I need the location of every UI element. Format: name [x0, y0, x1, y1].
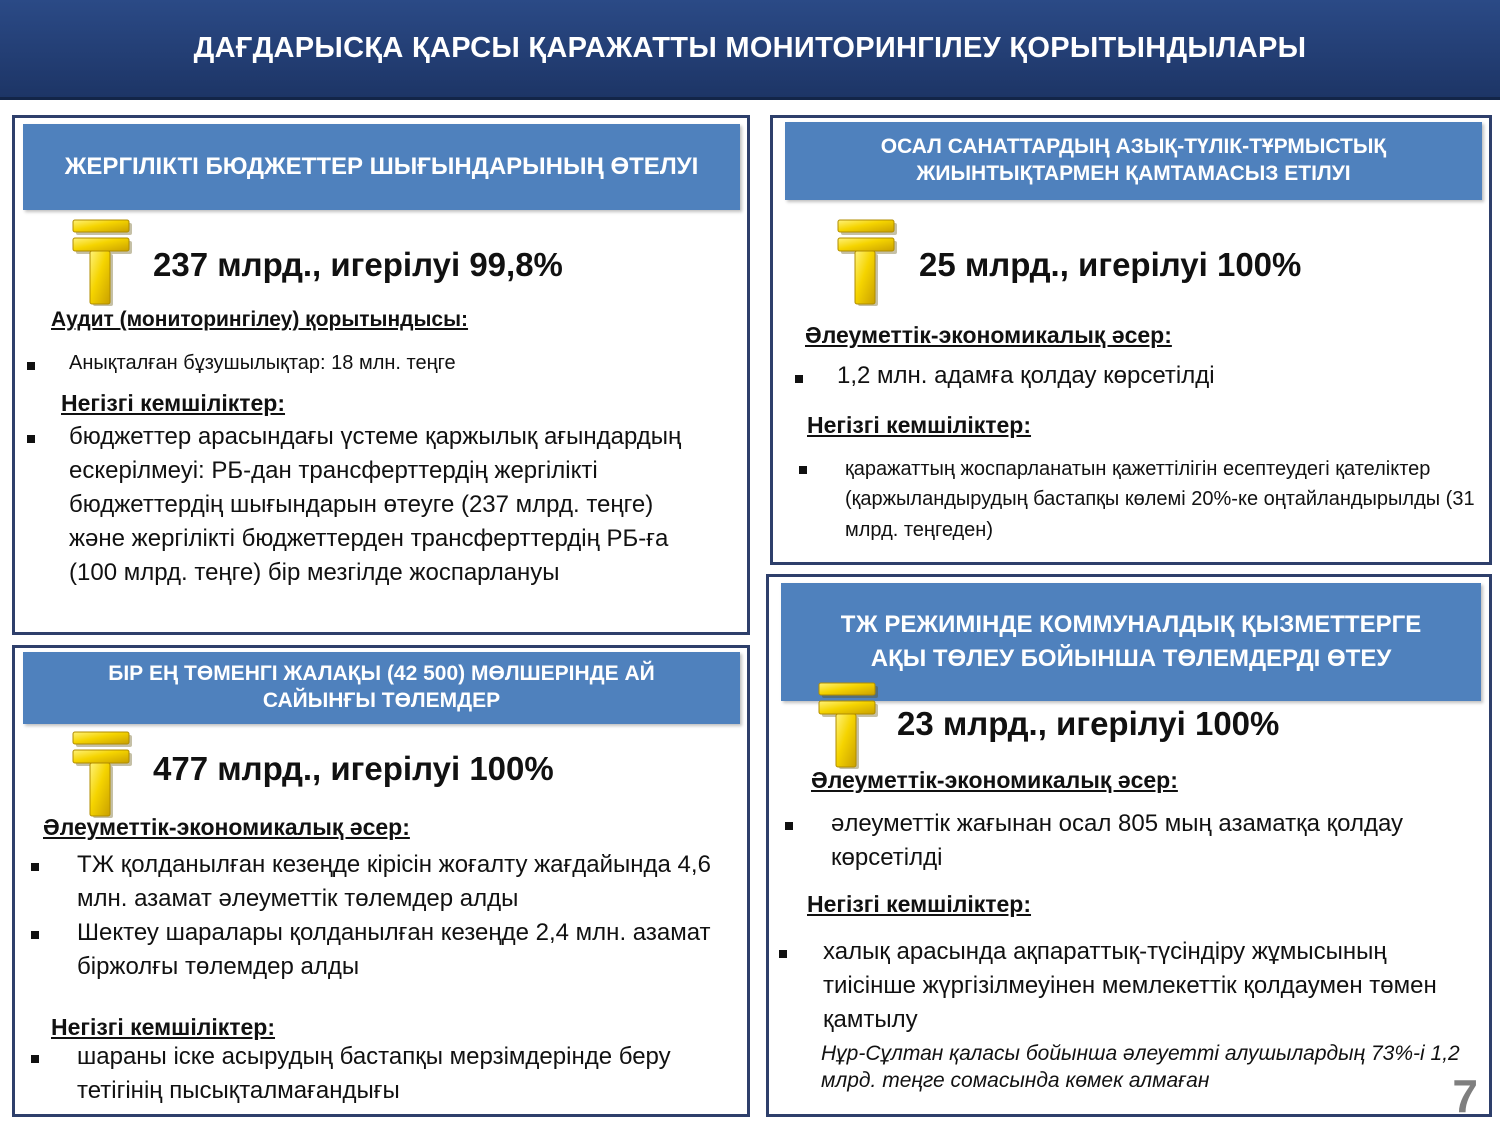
panel-wage-payments-amount: 477 млрд., игерілуі 100% — [153, 750, 554, 787]
flaws-heading: Негізгі кемшіліктер: — [51, 1014, 276, 1040]
list-item: халық арасында ақпараттық-түсіндіру жұмысының тиісінше жүргізілмеуінен мемлекеттік қолдаумен төмен қамтылу — [775, 935, 1465, 1037]
list-item: шараны іске асырудың бастапқы мерзімдерінде беру тетігінің пысықталмағандығы — [27, 1040, 739, 1108]
effect-list — [27, 848, 739, 984]
effect-list — [781, 807, 1471, 875]
panel-local-budgets — [12, 115, 750, 635]
effect-heading: Әлеуметтік-экономикалық әсер: — [811, 767, 1178, 793]
panel-utility-payments — [766, 574, 1492, 1117]
page-number: 7 — [1452, 1070, 1478, 1122]
flaws-heading: Негізгі кемшіліктер: — [807, 412, 1032, 438]
panel-wage-payments — [12, 645, 750, 1117]
list-item: қаражаттың жоспарланатын қажеттілігін есептеудегі қателіктер (қаржыландырудың бастапқы көлемі 20%-ке оңтайландырылды (31 млрд. теңгеден) — [795, 454, 1491, 545]
list-item: 1,2 млн. адамға қолдау көрсетілді — [791, 360, 1471, 392]
panel-food-kits-header: ОСАЛ САНАТТАРДЫҢ АЗЫҚ-ТҮЛІК-ТҰРМЫСТЫҚ ЖИЫНТЫҚТАРМЕН ҚАМТАМАСЫЗ ЕТІЛУІ — [785, 122, 1482, 200]
list-item: ТЖ қолданылған кезеңде кірісін жоғалту жағдайында 4,6 млн. азамат әлеуметтік төлемдер алды — [27, 848, 739, 916]
flaws-list — [795, 454, 1491, 545]
audit-heading: Аудит (мониторингілеу) қорытындысы: — [51, 308, 469, 331]
audit-list — [23, 350, 723, 376]
effect-heading: Әлеуметтік-экономикалық әсер: — [43, 814, 410, 840]
panel-utility-payments-header: ТЖ РЕЖИМІНДЕ КОММУНАЛДЫҚ ҚЫЗМЕТТЕРГЕ АҚЫ ТӨЛЕУ БОЙЫНША ТӨЛЕМДЕРДІ ӨТЕУ — [781, 583, 1481, 701]
tenge-icon — [836, 218, 898, 308]
flaws-list — [27, 1040, 739, 1108]
panel-food-kits-amount: 25 млрд., игерілуі 100% — [919, 246, 1302, 283]
panel-local-budgets-header: ЖЕРГІЛІКТІ БЮДЖЕТТЕР ШЫҒЫНДАРЫНЫҢ ӨТЕЛУІ — [23, 124, 740, 210]
panel-local-budgets-amount: 237 млрд., игерілуі 99,8% — [153, 246, 563, 283]
slide-title: ДАҒДАРЫСҚА ҚАРСЫ ҚАРАЖАТТЫ МОНИТОРИНГІЛЕУ ҚОРЫТЫНДЫЛАРЫ — [193, 32, 1307, 64]
panel-utility-payments-amount: 23 млрд., игерілуі 100% — [897, 705, 1280, 742]
utility-note: Нұр-Сұлтан қаласы бойынша әлеуетті алушылардың 73%-і 1,2 млрд. теңге сомасында көмек алмаған — [821, 1042, 1460, 1093]
tenge-icon — [71, 218, 133, 308]
tenge-icon — [71, 730, 133, 820]
list-item: бюджеттер арасындағы үстеме қаржылық ағындардың ескерілмеуі: РБ-дан трансферттердің жергілікті бюджеттердің шығындарын өтеуге (237 млрд. теңге) және жергілікті бюджеттерден трансферттердің РБ-ға (100 млрд. теңге) бір мезгілде жоспарлануы — [23, 420, 713, 590]
effect-list — [791, 360, 1471, 392]
flaws-heading: Негізгі кемшіліктер: — [61, 390, 286, 416]
flaws-list — [775, 935, 1465, 1037]
flaws-list — [23, 420, 713, 590]
tenge-icon — [817, 681, 879, 771]
slide-title-bar — [0, 0, 1500, 100]
flaws-heading: Негізгі кемшіліктер: — [807, 891, 1032, 917]
panel-wage-payments-header: БІР ЕҢ ТӨМЕНГІ ЖАЛАҚЫ (42 500) МӨЛШЕРІНДЕ АЙ САЙЫНҒЫ ТӨЛЕМДЕР — [23, 652, 740, 724]
list-item: әлеуметтік жағынан осал 805 мың азаматқа қолдау көрсетілді — [781, 807, 1471, 875]
list-item: Анықталған бұзушылықтар: 18 млн. теңге — [23, 350, 723, 376]
panel-food-kits — [770, 115, 1492, 565]
effect-heading: Әлеуметтік-экономикалық әсер: — [805, 322, 1172, 348]
list-item: Шектеу шаралары қолданылған кезеңде 2,4 млн. азамат біржолғы төлемдер алды — [27, 916, 739, 984]
